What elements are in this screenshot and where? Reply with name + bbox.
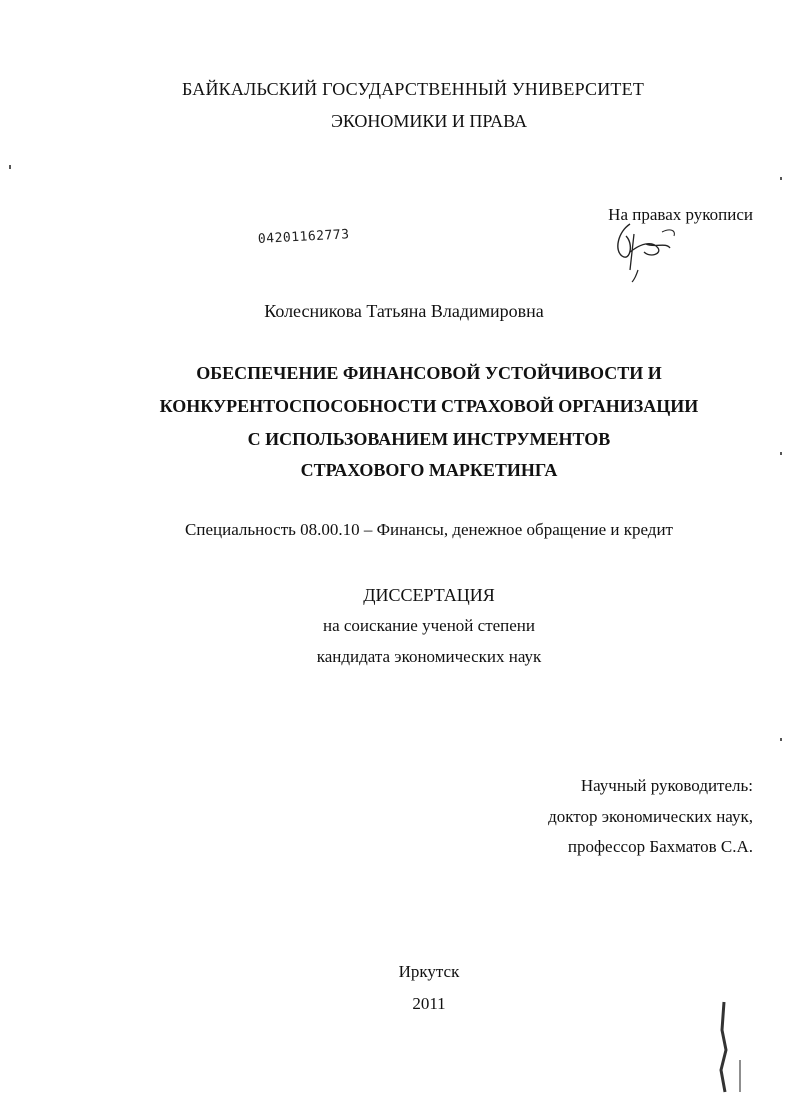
document-type: ДИССЕРТАЦИЯ (363, 585, 495, 605)
scan-dot (780, 738, 782, 741)
institution-line-1: БАЙКАЛЬСКИЙ ГОСУДАРСТВЕННЫЙ УНИВЕРСИТЕТ (181, 79, 645, 99)
catalog-number: 04201162773 (257, 227, 350, 247)
supervisor-name: профессор Бахматов С.А. (567, 837, 753, 856)
institution-line-2: ЭКОНОМИКИ И ПРАВА (330, 111, 528, 131)
title-line-3: С ИСПОЛЬЗОВАНИЕМ ИНСТРУМЕНТОВ (247, 429, 611, 449)
scan-artifact-icon (716, 1000, 746, 1094)
year: 2011 (412, 994, 446, 1013)
city: Иркутск (398, 962, 460, 981)
title-line-1: ОБЕСПЕЧЕНИЕ ФИНАНСОВОЙ УСТОЙЧИВОСТИ И (196, 363, 662, 383)
scan-dot (780, 452, 782, 455)
manuscript-note: На правах рукописи (608, 205, 753, 224)
author-name: Колесникова Татьяна Владимировна (264, 301, 544, 321)
specialty: Специальность 08.00.10 – Финансы, денежное обращение и кредит (185, 520, 673, 539)
supervisor-label: Научный руководитель: (580, 776, 753, 795)
title-line-4: СТРАХОВОГО МАРКЕТИНГА (300, 460, 558, 480)
degree-line-1: на соискание ученой степени (322, 616, 536, 635)
degree-line-2: кандидата экономических наук (316, 647, 542, 666)
supervisor-degree: доктор экономических наук, (548, 807, 753, 826)
handwritten-signature-icon (600, 214, 680, 284)
scan-dot (780, 177, 782, 180)
scan-dot (9, 165, 11, 169)
title-line-2: КОНКУРЕНТОСПОСОБНОСТИ СТРАХОВОЙ ОРГАНИЗАЦИИ (159, 396, 699, 416)
